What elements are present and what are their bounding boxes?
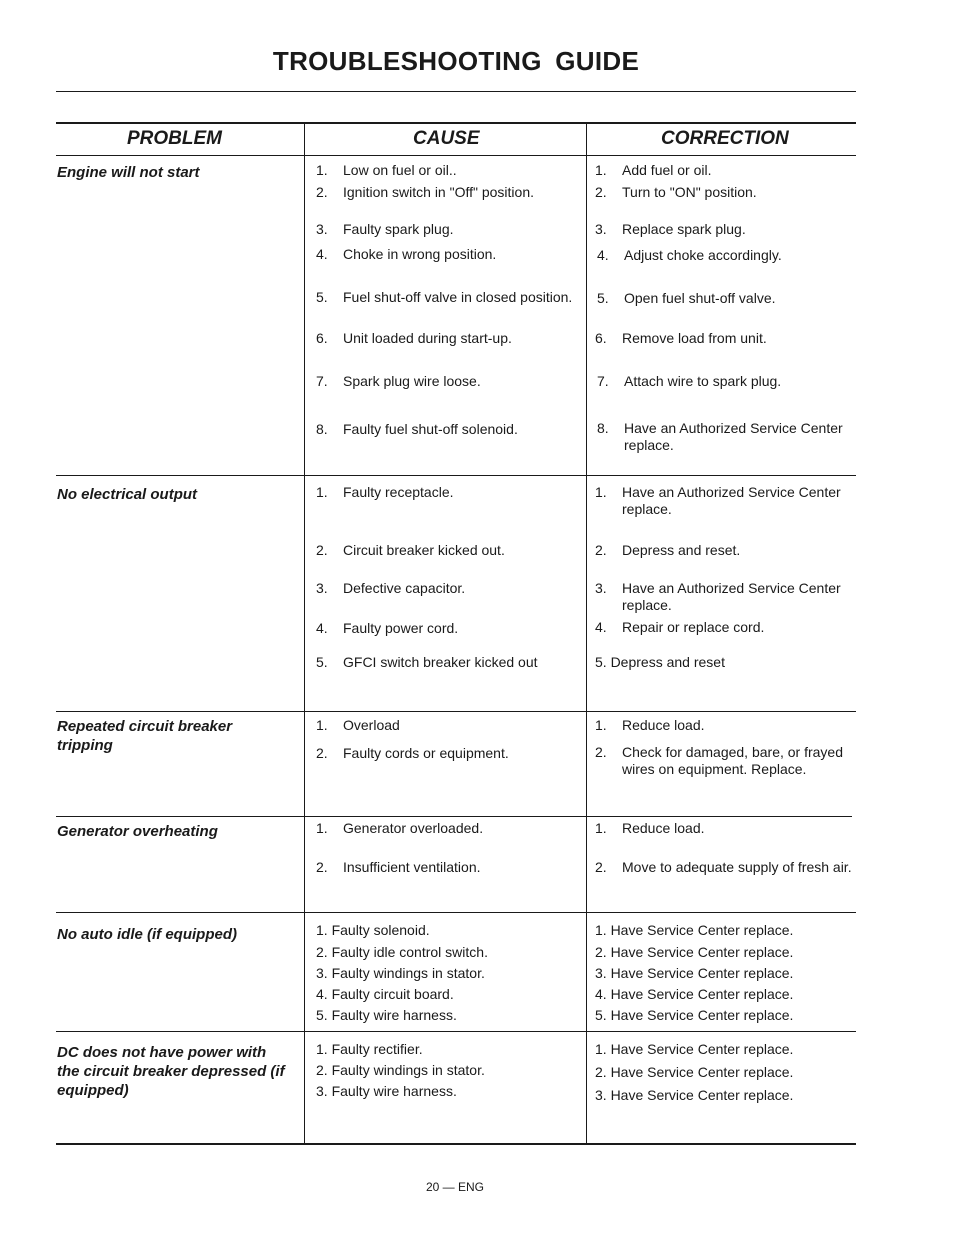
- correction-item: 5. Have Service Center replace.: [595, 1007, 794, 1023]
- header-problem: PROBLEM: [127, 128, 222, 149]
- cause-item: 1. Faulty rectifier.: [316, 1041, 423, 1057]
- correction-item: 1. Have Service Center replace.: [595, 922, 794, 938]
- row-divider: [56, 1031, 856, 1032]
- cause-item: 2. Faulty windings in stator.: [316, 1062, 485, 1078]
- problem-label: No auto idle (if equipped): [57, 926, 237, 943]
- cause-item: 3. Faulty windings in stator.: [316, 965, 485, 981]
- correction-item: 3. Have Service Center replace.: [595, 1087, 794, 1103]
- problem-label: Repeated circuit breaker tripping: [57, 718, 233, 754]
- row-divider: [56, 816, 852, 817]
- correction-item: 2. Have Service Center replace.: [595, 944, 794, 960]
- header-bottom-rule: [56, 155, 856, 156]
- problem-label: DC does not have power with the circuit breaker depressed (if equipped): [57, 1044, 285, 1099]
- header-cause: CAUSE: [413, 128, 480, 149]
- cause-item: 1. Faulty solenoid.: [316, 922, 430, 938]
- problem-label: Engine will not start: [57, 164, 200, 181]
- column-divider: [304, 124, 305, 1144]
- cause-item: 3. Faulty wire harness.: [316, 1083, 457, 1099]
- table-top-rule: [56, 122, 856, 124]
- cause-item: 4. Faulty circuit board.: [316, 986, 454, 1002]
- page-footer: 20 — ENG: [425, 1180, 485, 1194]
- row-divider: [56, 912, 856, 913]
- title-rule: [56, 91, 856, 92]
- cause-item: 5. Faulty wire harness.: [316, 1007, 457, 1023]
- correction-item: 1. Have Service Center replace.: [595, 1041, 794, 1057]
- problem-label: No electrical output: [57, 486, 198, 503]
- cause-item: 2. Faulty idle control switch.: [316, 944, 488, 960]
- row-divider: [56, 475, 856, 476]
- table-bottom-rule: [56, 1143, 856, 1145]
- correction-item: 5. Depress and reset: [595, 654, 725, 670]
- row-divider: [56, 711, 856, 712]
- header-correction: CORRECTION: [661, 128, 789, 149]
- page-title: TROUBLESHOOTING GUIDE: [272, 46, 640, 76]
- correction-item: 2. Have Service Center replace.: [595, 1064, 794, 1080]
- problem-label: Generator overheating: [57, 823, 218, 840]
- column-divider: [586, 124, 587, 1144]
- correction-item: 4. Have Service Center replace.: [595, 986, 794, 1002]
- correction-item: 3. Have Service Center replace.: [595, 965, 794, 981]
